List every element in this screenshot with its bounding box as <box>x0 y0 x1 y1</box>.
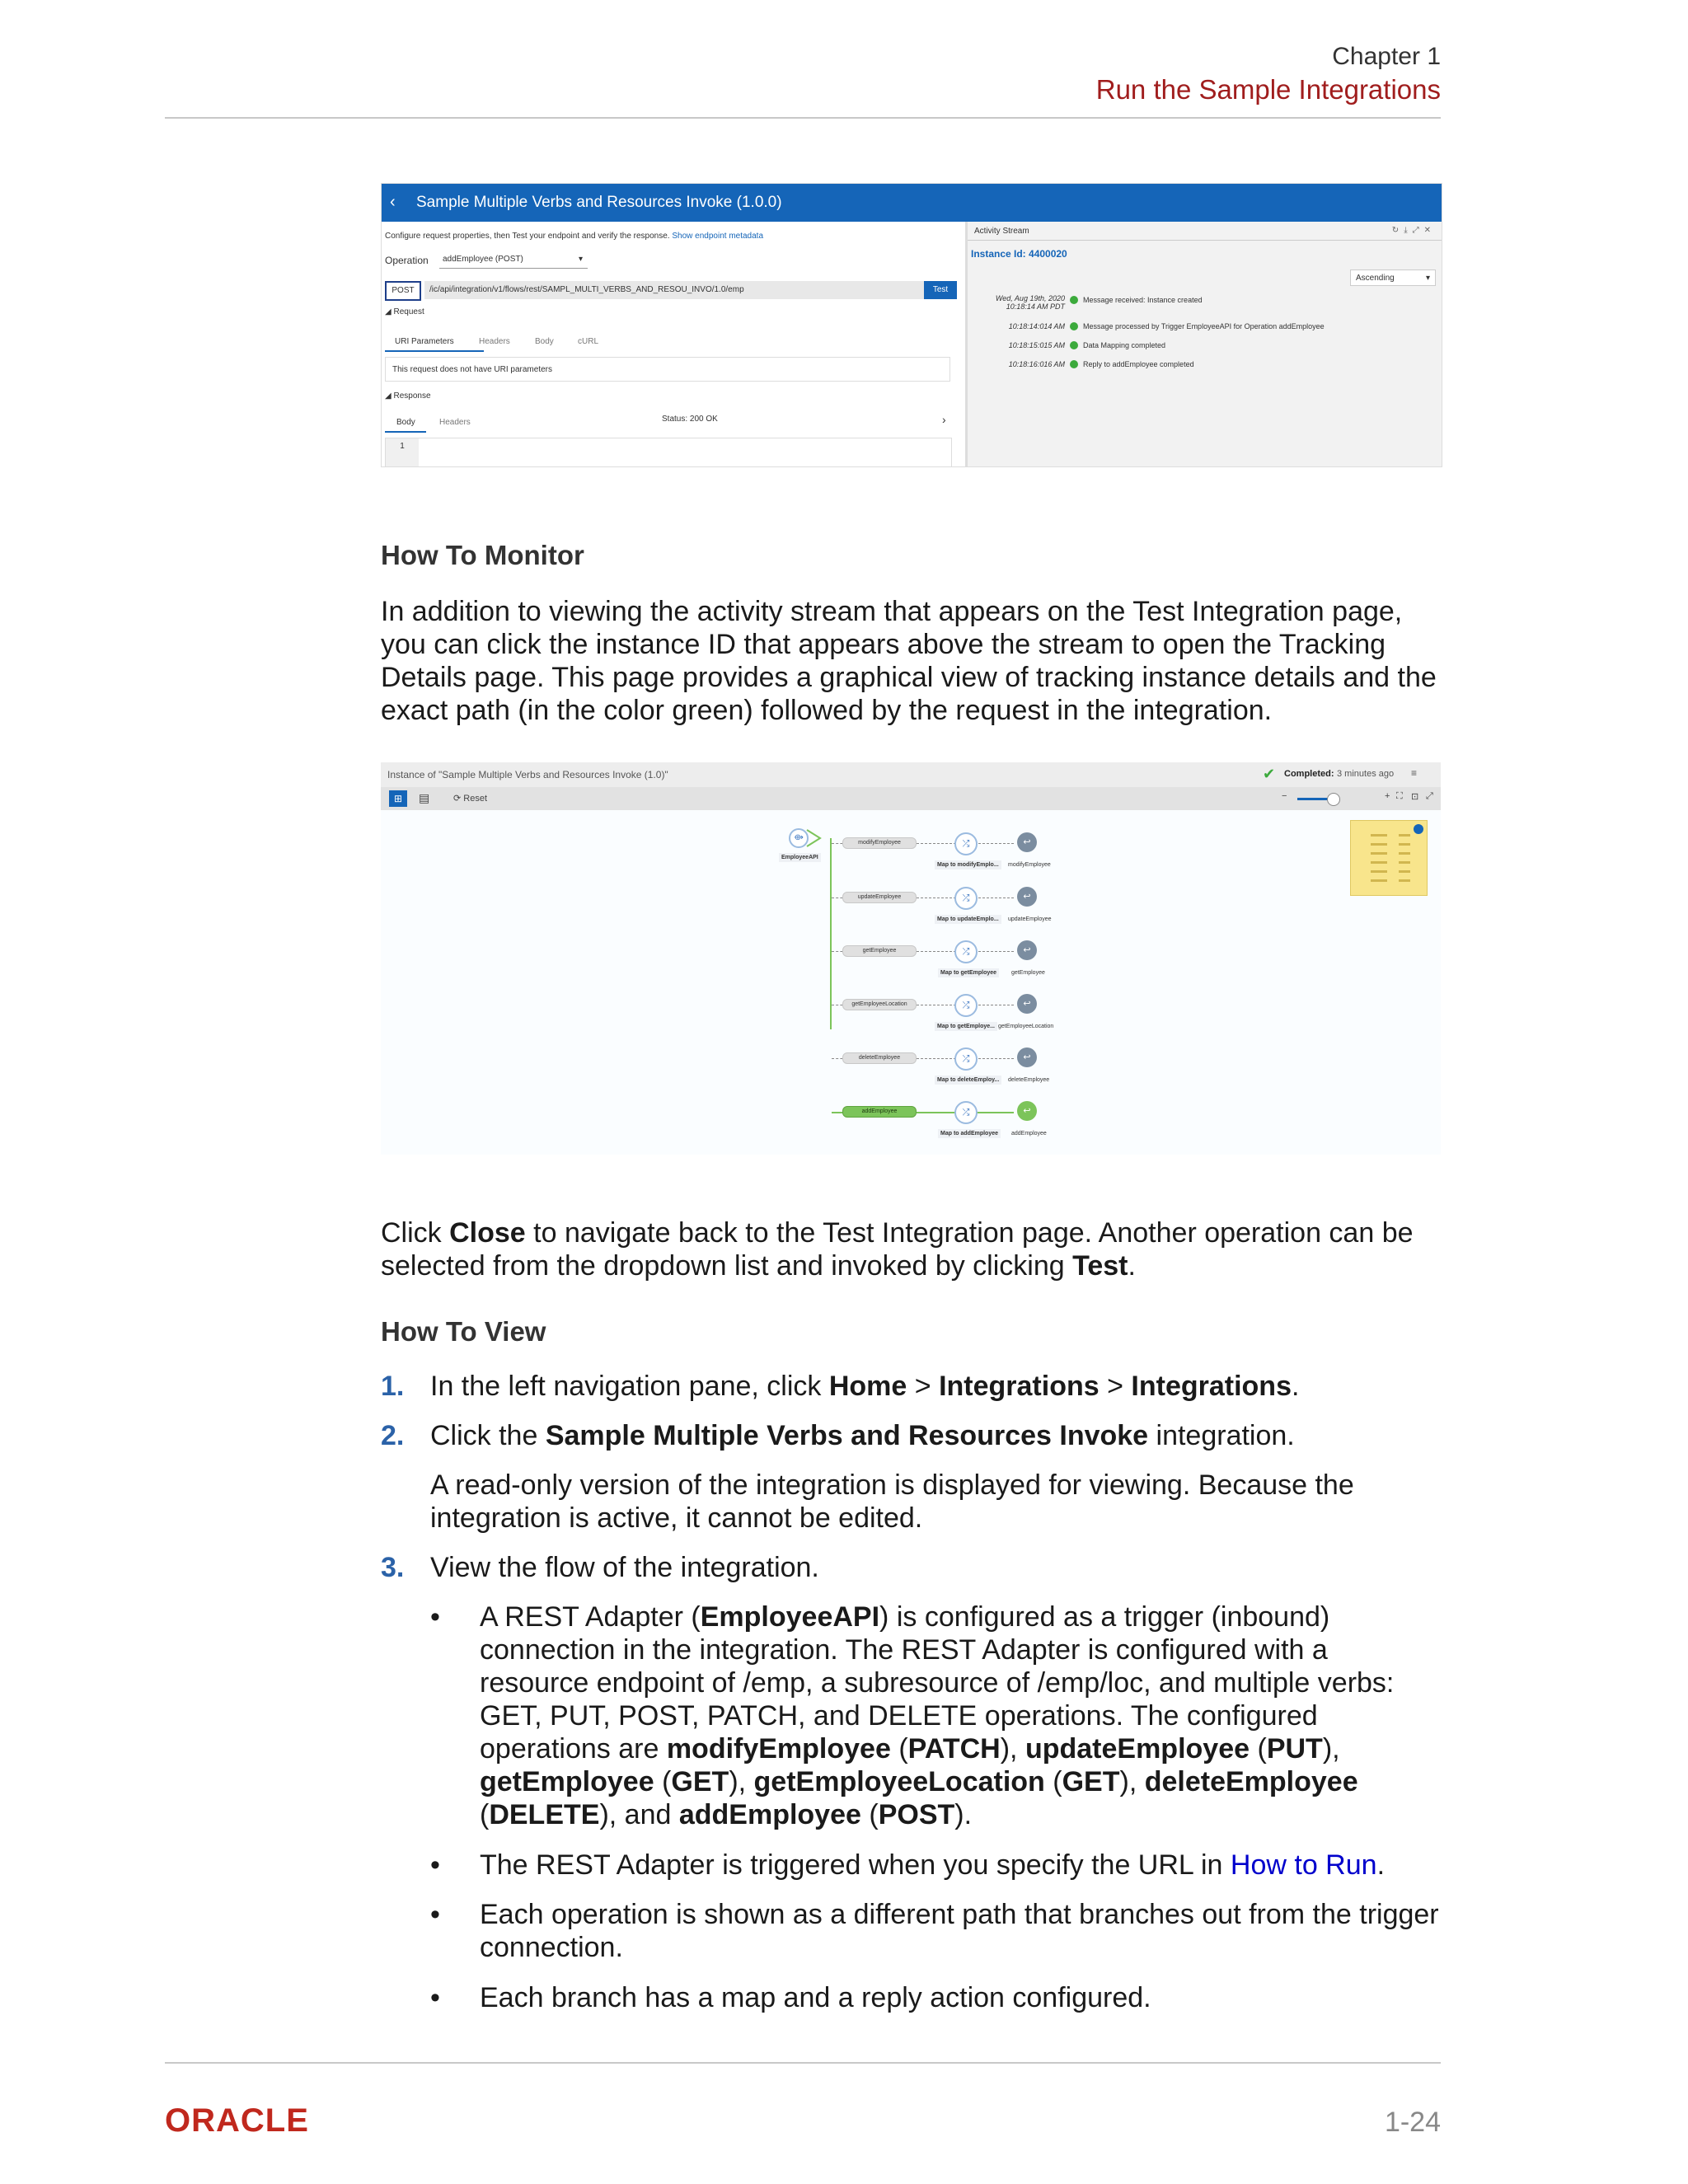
reply-label: modifyEmployee <box>1008 862 1051 868</box>
list-view-icon[interactable]: ▤ <box>419 791 430 804</box>
canvas-toolbar <box>381 787 1441 811</box>
dropdown-arrow-icon: ▾ <box>578 255 583 264</box>
map-label: Map to getEmployee <box>938 968 999 977</box>
reply-label: getEmployee <box>1011 970 1045 976</box>
bullet-map-reply: Each branch has a map and a reply action configured. <box>480 1982 1151 2013</box>
completed-time: 3 minutes ago <box>1337 769 1395 779</box>
test-integration-screenshot <box>381 183 1442 467</box>
minimap-collapse-icon[interactable] <box>1414 824 1423 834</box>
success-dot-icon <box>1070 341 1078 349</box>
success-dot-icon <box>1070 360 1078 368</box>
checkmark-icon: ✔ <box>1263 766 1276 782</box>
canvas-view-icon[interactable]: ⊞ <box>389 790 407 807</box>
branch-operation[interactable]: updateEmployee <box>842 892 917 903</box>
reply-icon[interactable]: ↩ <box>1017 832 1037 852</box>
minimap-lines <box>1371 834 1387 887</box>
success-dot-icon <box>1070 296 1078 304</box>
trigger-label: EmployeeAPI <box>779 853 821 862</box>
screenshot-title-bar <box>382 184 1442 222</box>
test-bold: Test <box>1072 1250 1128 1282</box>
list-item-2-detail: A read-only version of the integration is displayed for viewing. Because the integration is active, it cannot be edited. <box>430 1469 1354 1534</box>
response-editor <box>385 438 952 467</box>
tracking-details-screenshot <box>381 762 1441 1155</box>
download-icon[interactable]: ⤓ <box>1404 226 1413 235</box>
reply-label: updateEmployee <box>1008 916 1052 922</box>
no-params-message: This request does not have URI parameters <box>385 357 950 382</box>
trigger-arrow <box>805 827 838 851</box>
line-number: 1 <box>386 438 419 467</box>
trunk-line <box>830 838 832 1029</box>
success-dot-icon <box>1070 322 1078 330</box>
zoom-slider-track[interactable] <box>1297 798 1330 800</box>
bullet-mark: • <box>430 1982 440 2013</box>
map-icon[interactable]: ⤮ <box>954 1101 978 1124</box>
flow-canvas <box>381 810 1441 1155</box>
intro-text: Configure request properties, then Test your endpoint and verify the response. Show endpoint metadata <box>385 232 764 241</box>
request-toggle[interactable]: ◢ Request <box>385 307 424 316</box>
event-time: 10:18:15:015 AM <box>1008 341 1065 349</box>
refresh-icon[interactable]: ↻ <box>1391 226 1404 235</box>
instance-title: Instance of "Sample Multiple Verbs and Resources Invoke (1.0)" <box>387 769 668 780</box>
event-message: Message processed by Trigger EmployeeAPI for Operation addEmployee <box>1083 322 1325 330</box>
branch-operation[interactable]: modifyEmployee <box>842 837 917 849</box>
operation-label: Operation <box>385 255 429 266</box>
active-tab-underline <box>385 431 426 433</box>
header-rule <box>165 117 1441 119</box>
footer-rule <box>165 2062 1441 2064</box>
page-number: 1-24 <box>1384 2107 1441 2138</box>
oracle-logo: ORACLE <box>165 2102 309 2139</box>
map-label: Map to deleteEmploy... <box>935 1076 1001 1085</box>
chapter-label: Chapter 1 <box>1332 43 1441 70</box>
reply-label: getEmployeeLocation <box>998 1024 1054 1029</box>
expand-chevron-icon[interactable]: › <box>942 413 946 426</box>
test-button[interactable]: Test <box>924 281 957 299</box>
reply-icon[interactable]: ↩ <box>1017 994 1037 1014</box>
section-heading-monitor: How To Monitor <box>381 540 584 570</box>
request-panel <box>382 222 964 466</box>
branch-operation[interactable]: getEmployeeLocation <box>842 999 917 1010</box>
screenshot-title: Sample Multiple Verbs and Resources Invoke (1.0.0) <box>416 194 782 211</box>
tab-uri-parameters[interactable]: URI Parameters <box>395 337 454 346</box>
completed-label: Completed: <box>1284 769 1334 779</box>
reply-label: addEmployee <box>1011 1131 1047 1137</box>
event-time: Wed, Aug 19th, 2020 10:18:14 AM PDT <box>995 294 1065 311</box>
instance-id-link[interactable]: Instance Id: 4400020 <box>971 248 1067 260</box>
branch-operation-active[interactable]: addEmployee <box>842 1106 917 1118</box>
tab-divider <box>968 240 1442 241</box>
event-time: 10:18:14:014 AM <box>1008 322 1065 330</box>
map-icon[interactable]: ⤮ <box>954 994 978 1017</box>
zoom-slider-handle[interactable] <box>1327 793 1340 806</box>
bullet-rest-adapter: A REST Adapter (EmployeeAPI) is configured as a trigger (inbound) connection in the integration. The REST Adapter is configured with a resource endpoint of /emp, a subresource of /emp/loc, and multiple verbs: GET, PUT, POST, PATCH, and DELETE operations. The configured operations are modifyEmployee (PATCH), updateEmployee (PUT), getEmployee (GET), getEmployeeLocation (GET), deleteEmployee (DELETE), and addEmployee (POST). <box>480 1601 1395 1830</box>
how-to-run-link[interactable]: How to Run <box>1230 1849 1377 1881</box>
event-message: Data Mapping completed <box>1083 341 1166 349</box>
maximize-icon[interactable]: ⤢ <box>1412 226 1424 235</box>
list-item-2: Click the Sample Multiple Verbs and Resources Invoke integration. <box>430 1420 1295 1451</box>
center-icon[interactable]: ⊡ <box>1411 792 1419 802</box>
reply-icon[interactable]: ↩ <box>1017 1101 1037 1121</box>
method-badge: POST <box>385 281 421 301</box>
event-message: Reply to addEmployee completed <box>1083 360 1194 368</box>
expand-icon[interactable]: ⤢ <box>1426 791 1433 801</box>
list-number: 3. <box>381 1552 405 1583</box>
reply-icon[interactable]: ↩ <box>1017 940 1037 960</box>
branch-operation[interactable]: deleteEmployee <box>842 1052 917 1064</box>
active-tab-underline <box>385 350 484 352</box>
list-number: 2. <box>381 1420 405 1451</box>
close-paragraph: Click Close to navigate back to the Test Integration page. Another operation can be selected from the dropdown list and invoked by clicking Test. <box>381 1217 1414 1282</box>
bullet-triggered: The REST Adapter is triggered when you specify the URL in How to Run. <box>480 1849 1386 1881</box>
collapse-triangle-icon: ◢ <box>385 391 392 401</box>
operation-select[interactable]: addEmployee (POST) ▾ <box>439 251 588 269</box>
tab-body[interactable]: Body <box>535 337 554 346</box>
bullet-mark: • <box>430 1601 440 1633</box>
list-item-3: View the flow of the integration. <box>430 1552 819 1583</box>
map-icon[interactable]: ⤮ <box>954 940 978 963</box>
map-label: Map to updateEmplo... <box>935 915 1001 924</box>
bullet-branches: Each operation is shown as a different path that branches out from the trigger connection. <box>480 1899 1439 1963</box>
map-label: Map to addEmployee <box>938 1129 1001 1138</box>
zoom-out-icon[interactable]: − <box>1282 791 1287 801</box>
chapter-title: Run the Sample Integrations <box>1095 74 1441 105</box>
tab-response-headers[interactable]: Headers <box>439 418 471 427</box>
event-time: 10:18:16:016 AM <box>1008 360 1065 368</box>
map-label: Map to getEmploye... <box>935 1022 997 1031</box>
event-message: Message received: Instance created <box>1083 296 1203 304</box>
map-icon[interactable]: ⤮ <box>954 832 978 855</box>
activity-stream-panel <box>965 222 1442 466</box>
bullet-mark: • <box>430 1849 440 1881</box>
activity-stream-tab[interactable]: Activity Stream <box>974 227 1029 236</box>
branch-operation[interactable]: getEmployee <box>842 945 917 957</box>
zoom-in-icon[interactable]: + <box>1385 791 1390 801</box>
reply-icon[interactable]: ↩ <box>1017 1047 1037 1067</box>
map-icon[interactable]: ⤮ <box>954 887 978 910</box>
show-metadata-link[interactable]: Show endpoint metadata <box>672 232 764 241</box>
reset-button[interactable]: ⟳ Reset <box>453 794 488 804</box>
instance-title-bar <box>381 762 1441 787</box>
tab-headers[interactable]: Headers <box>479 337 510 346</box>
minimap[interactable] <box>1350 820 1428 896</box>
fit-icon[interactable]: ⛶ <box>1396 791 1403 801</box>
sort-select[interactable]: Ascending ▾ <box>1350 269 1436 286</box>
endpoint-url[interactable]: /ic/api/integration/v1/flows/rest/SAMPL_MULTI_VERBS_AND_RESOU_INVO/1.0/emp <box>424 281 924 299</box>
bullet-mark: • <box>430 1899 440 1930</box>
collapse-triangle-icon: ◢ <box>385 307 392 316</box>
stream-toolbar <box>1392 226 1436 235</box>
menu-icon[interactable]: ≡ <box>1411 767 1418 779</box>
map-icon[interactable]: ⤮ <box>954 1047 978 1071</box>
tab-curl[interactable]: cURL <box>578 337 599 346</box>
close-bold: Close <box>449 1217 526 1249</box>
rest-trigger-icon[interactable]: ⟴ <box>789 828 809 848</box>
tab-response-body[interactable]: Body <box>396 418 415 427</box>
list-number: 1. <box>381 1371 405 1402</box>
reply-icon[interactable]: ↩ <box>1017 887 1037 907</box>
map-label: Map to modifyEmplo... <box>935 860 1001 869</box>
section-heading-view: How To View <box>381 1316 546 1347</box>
list-item-1: In the left navigation pane, click Home > Integrations > Integrations. <box>430 1371 1300 1402</box>
reply-label: deleteEmployee <box>1008 1077 1050 1083</box>
response-toggle[interactable]: ◢ Response <box>385 391 431 401</box>
dropdown-arrow-icon: ▾ <box>1425 274 1430 283</box>
minimap-lines <box>1399 834 1410 887</box>
response-status: Status: 200 OK <box>662 415 718 424</box>
close-icon[interactable]: ✕ <box>1423 226 1436 235</box>
back-chevron-icon[interactable]: ‹ <box>390 193 396 211</box>
monitor-paragraph: In addition to viewing the activity stream that appears on the Test Integration page, you can click the instance ID that appears above the stream to open the Tracking Details page. This page provides a graphical view of tracking instance details and the exact path (in the color green) followed by the request in the integration. <box>381 596 1437 726</box>
